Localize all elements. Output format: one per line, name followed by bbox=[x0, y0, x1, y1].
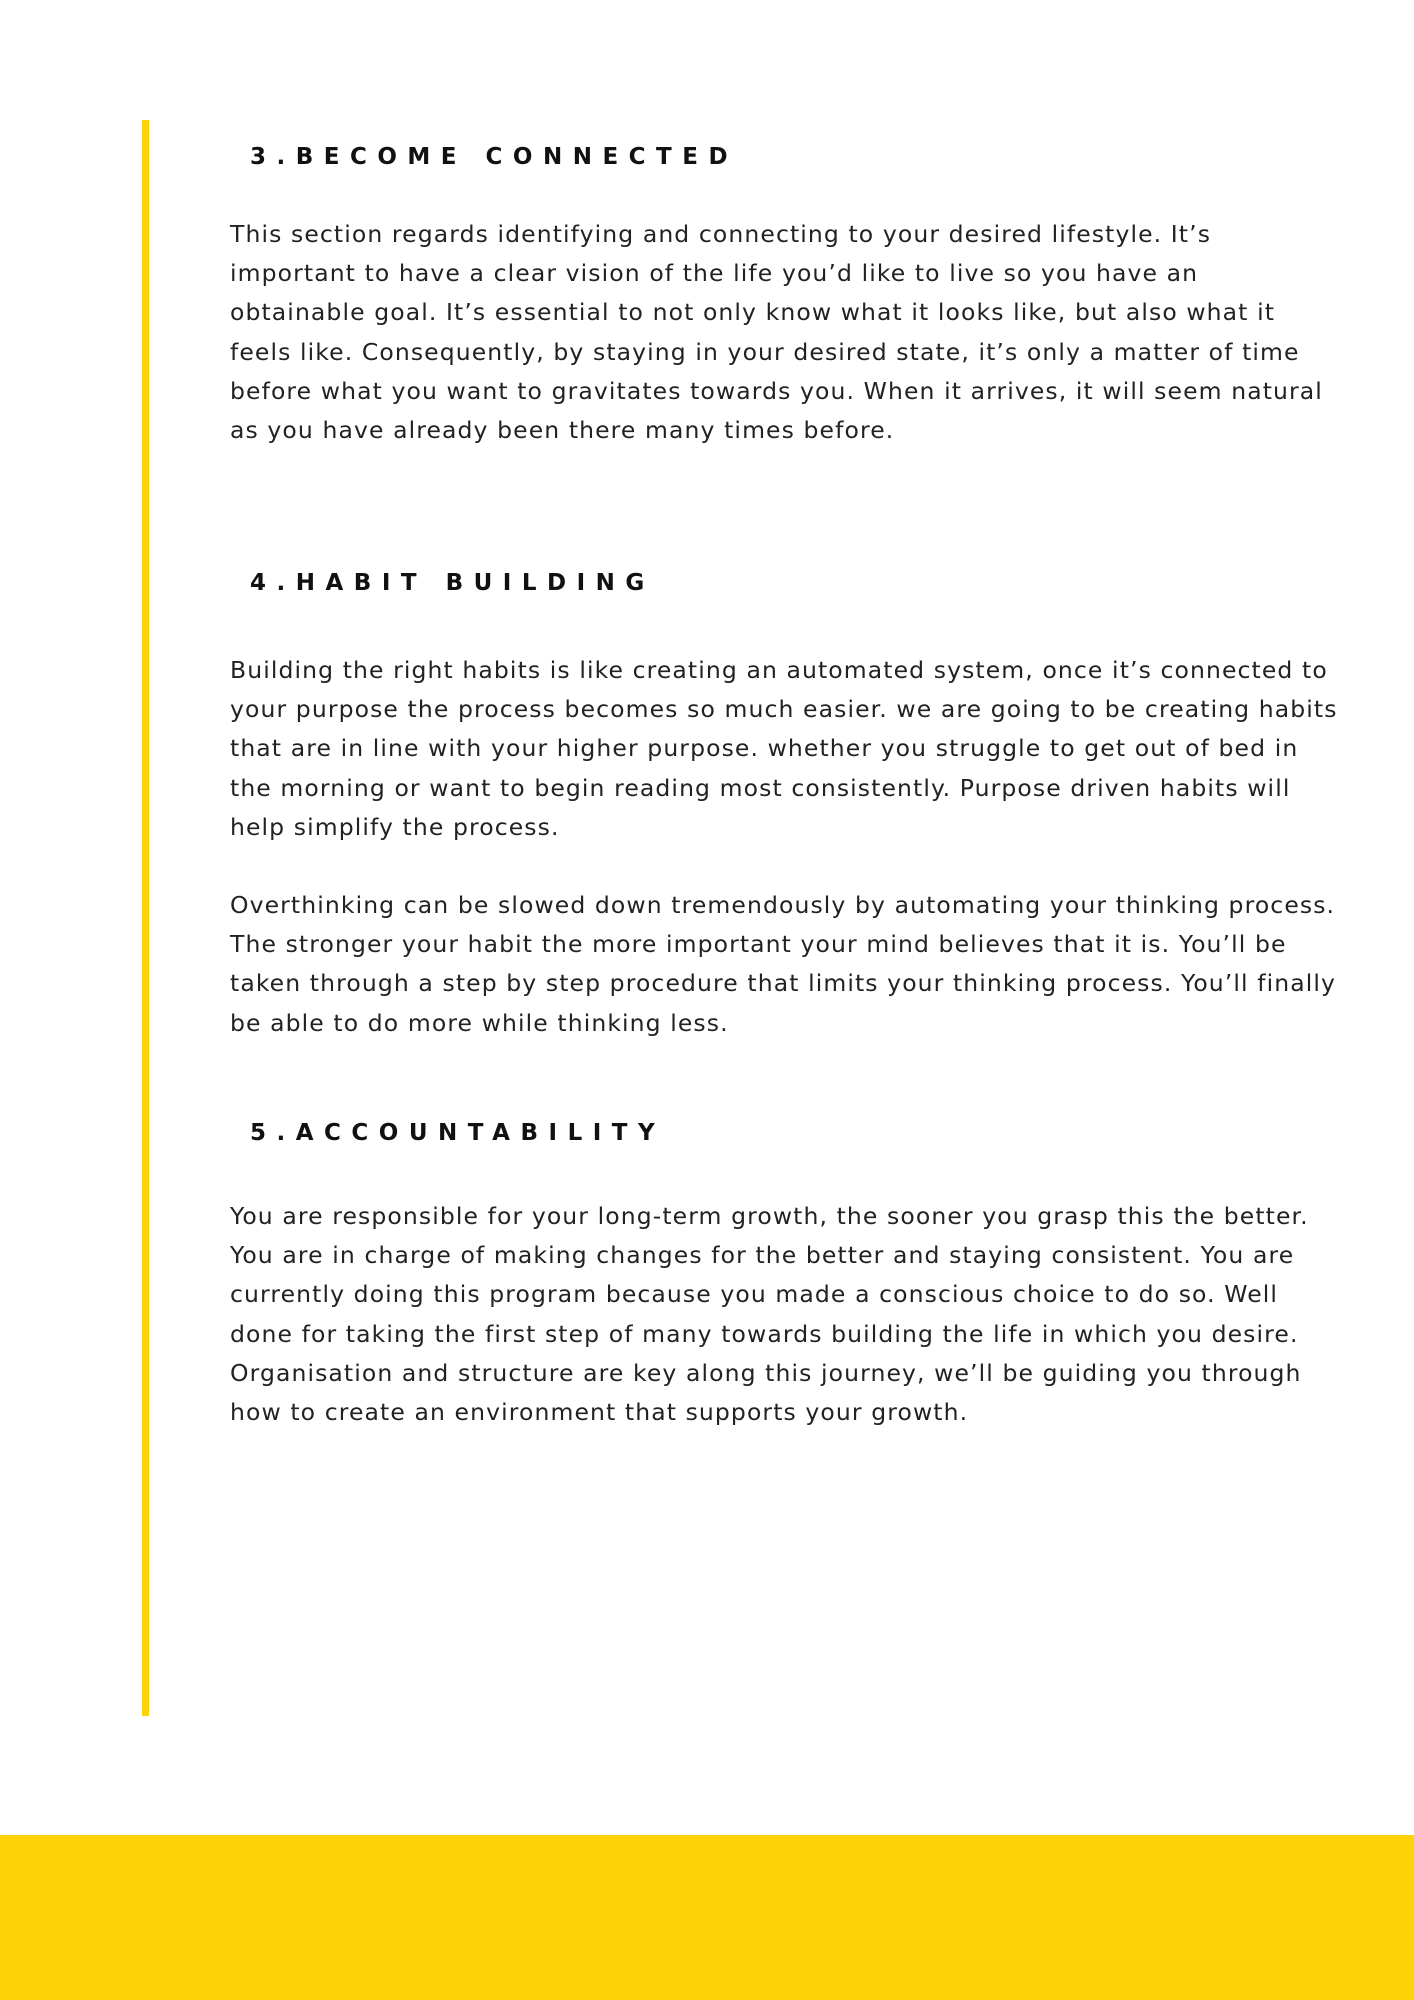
section-heading-accountability: 5.ACCOUNTABILITY bbox=[250, 1120, 666, 1146]
paragraph-become-connected: This section regards identifying and connecting to your desired lifestyle. It’s important to have a clear vision of the life you’d like to live so you have an obtainable goal. It’s essential to not only know what it looks like, but also what it feels like. Consequently, by staying in your desired state, it’s only a matter of time before what you want to gravitates towards you. When it arrives, it will seem natural as you have already been there many times before. bbox=[230, 220, 1323, 445]
footer-band bbox=[0, 1835, 1414, 2000]
accent-bar bbox=[142, 120, 149, 1716]
section-heading-become-connected: 3.BECOME CONNECTED bbox=[250, 144, 739, 170]
paragraph-habit-building-2: Overthinking can be slowed down tremendously by automating your thinking process. The stronger your habit the more important your mind believes that it is. You’ll be taken through a step by step procedure that limits your thinking process. You’ll finally be able to do more while thinking less. bbox=[230, 891, 1336, 1037]
paragraph-accountability: You are responsible for your long-term growth, the sooner you grasp this the better. You are in charge of making changes for the better and staying consistent. You are currently doing this program because you made a conscious choice to do so. Well done for taking the first step of many towards building the life in which you desire. Organisation and structure are key along this journey, we’ll be guiding you through how to create an environment that supports your growth. bbox=[230, 1202, 1309, 1427]
paragraph-habit-building-1: Building the right habits is like creating an automated system, once it’s connected to your purpose the process becomes so much easier. we are going to be creating habits that are in line with your higher purpose. whether you struggle to get out of bed in the morning or want to begin reading most consistently. Purpose driven habits will help simplify the process. bbox=[230, 656, 1338, 841]
section-heading-habit-building: 4.HABIT BUILDING bbox=[250, 570, 655, 596]
